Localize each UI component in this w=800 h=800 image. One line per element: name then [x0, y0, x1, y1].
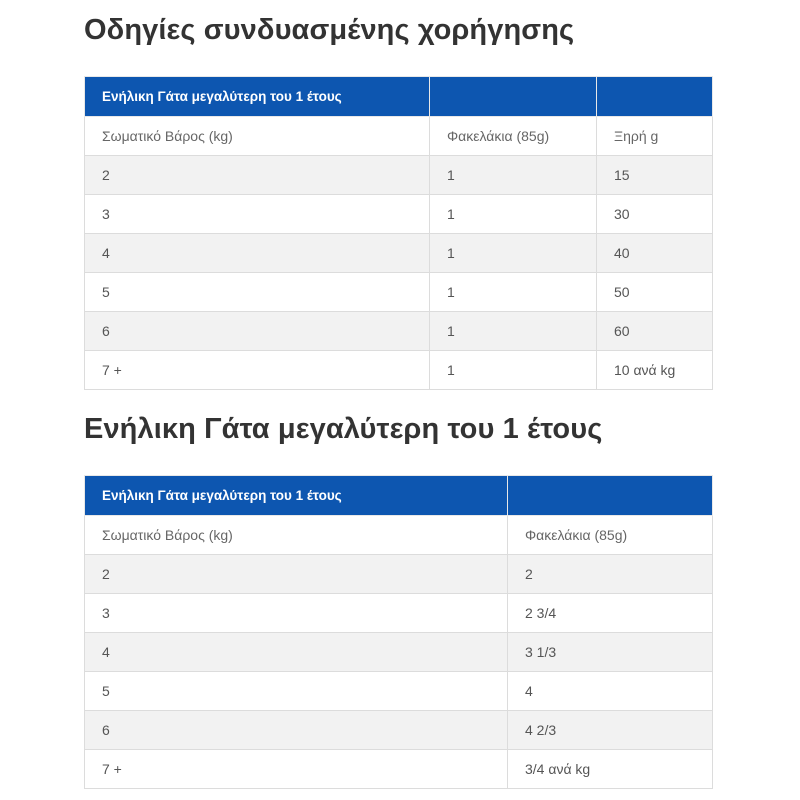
pouches-cell: 4 [508, 672, 713, 711]
weight-cell: 4 [85, 633, 508, 672]
column-label-pouches: Φακελάκια (85g) [508, 516, 713, 555]
table-row [85, 195, 713, 234]
table-row [85, 633, 713, 672]
dry-cell: 15 [597, 156, 713, 195]
weight-cell: 6 [85, 711, 508, 750]
pouches-cell: 2 3/4 [508, 594, 713, 633]
table-header-cell [508, 476, 713, 516]
weight-cell: 2 [85, 156, 430, 195]
table-header-cell [597, 77, 713, 117]
table-row [85, 711, 713, 750]
adult-cat-title: Ενήλικη Γάτα μεγαλύτερη του 1 έτους [84, 413, 603, 445]
dry-cell: 50 [597, 273, 713, 312]
table-header-cell: Ενήλικη Γάτα μεγαλύτερη του 1 έτους [85, 476, 508, 516]
pouches-cell: 1 [430, 312, 597, 351]
column-label-dry: Ξηρή g [597, 117, 713, 156]
wet-only-feeding-table [84, 475, 713, 789]
pouches-cell: 1 [430, 156, 597, 195]
table-row [85, 672, 713, 711]
column-label-weight: Σωματικό Βάρος (kg) [85, 516, 508, 555]
pouches-cell: 2 [508, 555, 713, 594]
column-label-pouches: Φακελάκια (85g) [430, 117, 597, 156]
weight-cell: 7 + [85, 351, 430, 390]
dry-cell: 40 [597, 234, 713, 273]
table-header-cell: Ενήλικη Γάτα μεγαλύτερη του 1 έτους [85, 77, 430, 117]
weight-cell: 5 [85, 672, 508, 711]
table-row [85, 234, 713, 273]
table-row [85, 156, 713, 195]
table-row [85, 312, 713, 351]
pouches-cell: 1 [430, 234, 597, 273]
pouches-cell: 3 1/3 [508, 633, 713, 672]
table-row [85, 273, 713, 312]
pouches-cell: 1 [430, 351, 597, 390]
table-row [85, 750, 713, 789]
pouches-cell: 3/4 ανά kg [508, 750, 713, 789]
combined-feeding-title: Οδηγίες συνδυασμένης χορήγησης [84, 14, 575, 46]
weight-cell: 5 [85, 273, 430, 312]
weight-cell: 3 [85, 195, 430, 234]
dry-cell: 60 [597, 312, 713, 351]
table-header-row [85, 77, 713, 117]
column-label-weight: Σωματικό Βάρος (kg) [85, 117, 430, 156]
table-row [85, 594, 713, 633]
pouches-cell: 4 2/3 [508, 711, 713, 750]
pouches-cell: 1 [430, 273, 597, 312]
table-row [85, 555, 713, 594]
dry-cell: 30 [597, 195, 713, 234]
weight-cell: 4 [85, 234, 430, 273]
weight-cell: 3 [85, 594, 508, 633]
weight-cell: 2 [85, 555, 508, 594]
weight-cell: 6 [85, 312, 430, 351]
combined-feeding-table [84, 76, 713, 390]
table-header-cell [430, 77, 597, 117]
column-label-row [85, 516, 713, 555]
pouches-cell: 1 [430, 195, 597, 234]
weight-cell: 7 + [85, 750, 508, 789]
dry-cell: 10 ανά kg [597, 351, 713, 390]
column-label-row [85, 117, 713, 156]
table-header-row [85, 476, 713, 516]
table-row [85, 351, 713, 390]
